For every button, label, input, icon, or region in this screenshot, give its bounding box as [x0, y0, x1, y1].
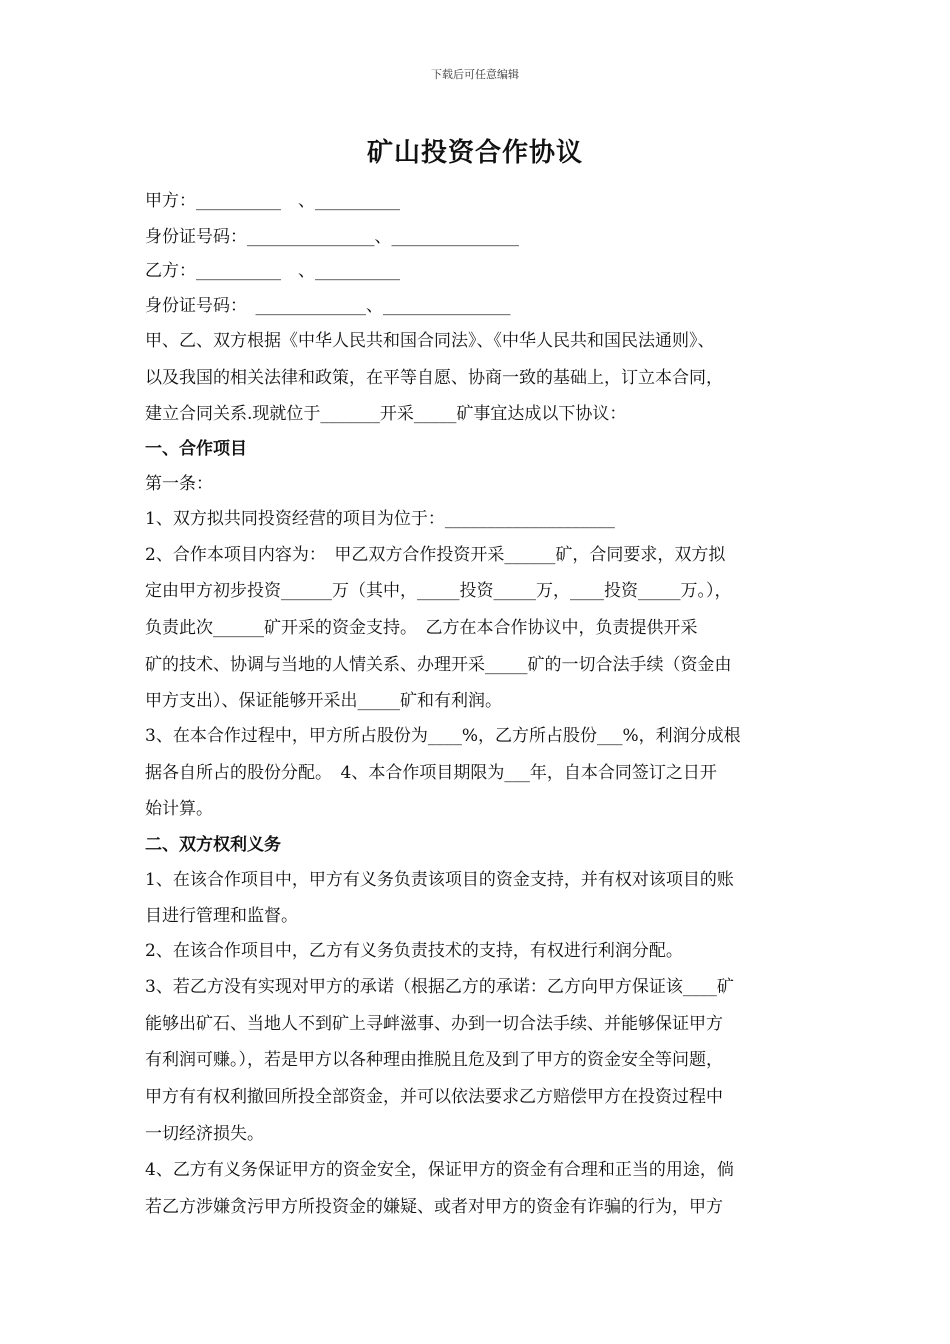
header-note: 下载后可任意编辑 — [431, 68, 519, 81]
clause-2-3-line-2: 能够出矿石、当地人不到矿上寻衅滋事、办到一切合法手续、并能够保证甲方 — [145, 1014, 723, 1034]
clause-1-2-line-1: 2、合作本项目内容为： 甲乙双方合作投资开采______矿，合同要求，双方拟 — [145, 545, 726, 565]
clause-2-4-line-1: 4、乙方有义务保证甲方的资金安全，保证甲方的资金有合理和正当的用途，倘 — [145, 1160, 734, 1180]
preamble-line-3: 建立合同关系.现就位于_______开采_____矿事宜达成以下协议： — [145, 404, 627, 424]
clause-1-2-line-3: 负责此次______矿开采的资金支持。 乙方在本合作协议中，负责提供开采 — [145, 618, 698, 638]
document-title: 矿山投资合作协议 — [366, 138, 583, 168]
clause-2-2: 2、在该合作项目中，乙方有义务负责技术的支持，有权进行利润分配。 — [145, 941, 683, 961]
clause-1-2-line-2: 定由甲方初步投资______万（其中，_____投资_____万，____投资_____万。）， — [145, 581, 732, 601]
clause-1-3-line-1: 3、在本合作过程中，甲方所占股份为____%，乙方所占股份___%，利润分成根 — [145, 726, 741, 746]
clause-1-1: 1、双方拟共同投资经营的项目为位于：____________________ — [145, 509, 615, 529]
clause-2-1-line-2: 目进行管理和监督。 — [145, 906, 298, 926]
clause-1-3-line-3: 始计算。 — [145, 799, 213, 819]
clause-2-3-line-1: 3、若乙方没有实现对甲方的承诺（根据乙方的承诺：乙方向甲方保证该____矿 — [145, 977, 734, 997]
clause-2-3-line-5: 一切经济损失。 — [145, 1124, 264, 1144]
section-heading-2: 二、双方权利义务 — [145, 835, 281, 855]
clause-2-1-line-1: 1、在该合作项目中，甲方有义务负责该项目的资金支持，并有权对该项目的账 — [145, 870, 734, 890]
party-a-id-line: 身份证号码：_______________、_______________ — [145, 227, 519, 247]
section-heading-1: 一、合作项目 — [145, 439, 247, 459]
clause-2-4-line-2: 若乙方涉嫌贪污甲方所投资金的嫌疑、或者对甲方的资金有诈骗的行为，甲方 — [145, 1197, 723, 1217]
preamble-line-1: 甲、乙、双方根据《中华人民共和国合同法》、《中华人民共和国民法通则》、 — [145, 331, 715, 351]
party-b-id-line: 身份证号码： _____________、_______________ — [145, 296, 511, 316]
clause-2-3-line-3: 有利润可赚。），若是甲方以各种理由推脱且危及到了甲方的资金安全等问题， — [145, 1050, 723, 1070]
clause-1-3-line-2: 据各自所占的股份分配。 4、本合作项目期限为___年，自本合同签订之日开 — [145, 763, 717, 783]
party-a-line: 甲方：__________ 、__________ — [145, 191, 400, 211]
party-b-line: 乙方：__________ 、__________ — [145, 261, 400, 281]
clause-2-3-line-4: 甲方有有权利撤回所投全部资金，并可以依法要求乙方赔偿甲方在投资过程中 — [145, 1087, 723, 1107]
article-1-heading: 第一条： — [145, 474, 213, 494]
preamble-line-2: 以及我国的相关法律和政策，在平等自愿、协商一致的基础上，订立本合同， — [145, 368, 723, 388]
clause-1-2-line-4: 矿的技术、协调与当地的人情关系、办理开采_____矿的一切合法手续（资金由 — [145, 655, 732, 675]
clause-1-2-line-5: 甲方支出）、保证能够开采出_____矿和有利润。 — [145, 691, 502, 711]
